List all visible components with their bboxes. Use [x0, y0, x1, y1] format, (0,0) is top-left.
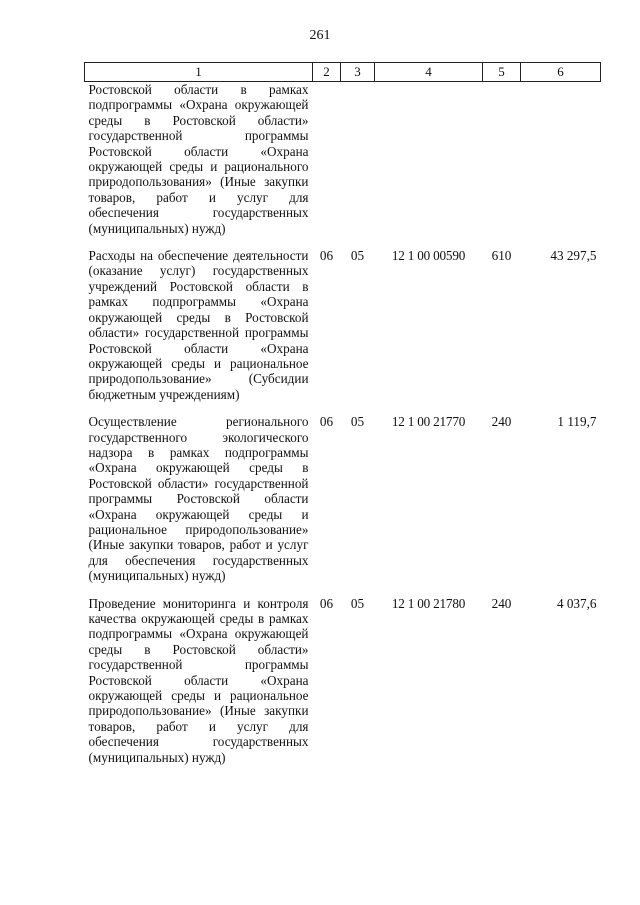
column-header-2: 2	[313, 63, 341, 82]
table-row	[85, 414, 601, 583]
row-section: 06	[319, 414, 334, 430]
table-row	[85, 596, 601, 765]
row-description: Ростовской области в рамках подпрограммы «Охрана окружающей среды в Ростовской области» государственной программы Ростовской области «Охрана окружающей среды и рационального природопользования» (Иные закупки товаров, работ и услуг для обеспечения государственных (муниципальных) нужд)	[88, 82, 309, 236]
row-target-article: 12 1 00 00590	[391, 248, 466, 264]
header-row	[85, 63, 601, 82]
row-target-article	[375, 82, 483, 237]
row-subsection: 05	[350, 248, 365, 264]
row-description: Проведение мониторинга и контроля качества окружающей среды в рамках подпрограммы «Охрана окружающей среды в Ростовской области» государственной программы Ростовской области «Охрана окружающей среды и рациональное природопользование» (Иные закупки товаров, работ и услуг для обеспечения государственных (муниципальных) нужд)	[88, 595, 309, 765]
table-row	[85, 248, 601, 402]
row-amount	[521, 82, 601, 237]
column-header-1: 1	[85, 63, 313, 82]
row-subsection: 05	[350, 414, 365, 430]
table-row	[85, 82, 601, 237]
row-target-article: 12 1 00 21770	[391, 414, 466, 430]
row-expense-type: 240	[491, 414, 512, 430]
row-section	[313, 82, 341, 237]
row-amount: 4 037,6	[556, 595, 597, 611]
column-header-4: 4	[375, 63, 483, 82]
budget-table	[84, 62, 601, 765]
row-section: 06	[319, 248, 334, 264]
column-header-5: 5	[483, 63, 521, 82]
column-header-3: 3	[341, 63, 375, 82]
page-number: 261	[309, 28, 331, 43]
row-expense-type	[483, 82, 521, 237]
column-header-6: 6	[521, 63, 601, 82]
row-expense-type: 240	[491, 595, 512, 611]
row-subsection: 05	[350, 595, 365, 611]
row-subsection	[341, 82, 375, 237]
row-amount: 43 297,5	[550, 248, 597, 264]
row-section: 06	[319, 595, 334, 611]
row-description: Расходы на обеспечение деятельности (оказание услуг) государственных учреждений Ростовской области в рамках подпрограммы «Охрана окружающей среды в Ростовской области» государственной программы Ростовской области «Охрана окружающей среды и рациональное природопользование» (Субсидии бюджетным учреждениям)	[88, 248, 309, 402]
row-target-article: 12 1 00 21780	[391, 595, 466, 611]
row-expense-type: 610	[491, 248, 512, 264]
row-amount: 1 119,7	[557, 414, 597, 430]
row-description: Осуществление регионального государственного экологического надзора в рамках подпрограммы «Охрана окружающей среды в Ростовской области» государственной программы Ростовской области «Охрана окружающей среды и рациональное природопользование» (Иные закупки товаров, работ и услуг для обеспечения государственных (муниципальных) нужд)	[88, 414, 309, 584]
